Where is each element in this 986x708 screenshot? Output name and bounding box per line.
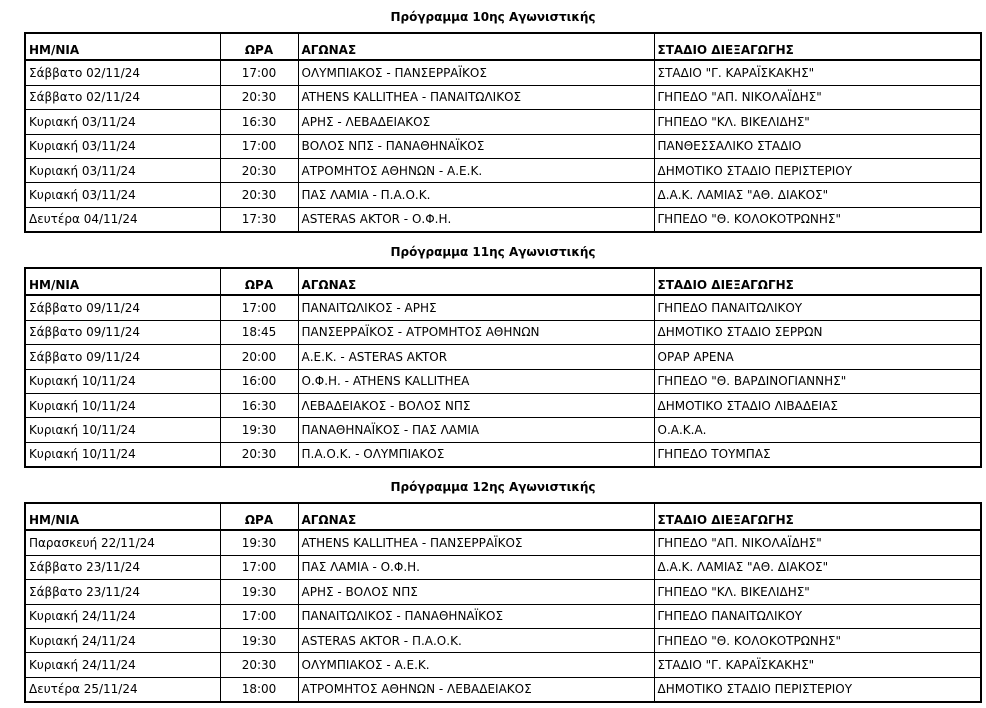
cell-time: 16:00 (220, 369, 298, 393)
column-header-match: ΑΓΩΝΑΣ (298, 503, 654, 530)
cell-time: 17:00 (220, 295, 298, 320)
cell-venue: Δ.Α.Κ. ΛΑΜΙΑΣ "ΑΘ. ΔΙΑΚΟΣ" (654, 183, 981, 207)
cell-match: Ο.Φ.Η. - ATHENS KALLITHEA (298, 369, 654, 393)
cell-match: ΠΑΝΣΕΡΡΑΪΚΟΣ - ΑΤΡΟΜΗΤΟΣ ΑΘΗΝΩΝ (298, 320, 654, 344)
cell-venue: ΓΗΠΕΔΟ "ΚΛ. ΒΙΚΕΛΙΔΗΣ" (654, 580, 981, 604)
cell-date: Κυριακή 24/11/24 (25, 604, 220, 628)
fixtures-table (24, 32, 982, 233)
table-header-row (25, 503, 981, 530)
cell-time: 19:30 (220, 530, 298, 555)
column-header-venue: ΣΤΑΔΙΟ ΔΙΕΞΑΓΩΓΗΣ (654, 33, 981, 60)
fixtures-table (24, 267, 982, 468)
column-header-time: ΩΡΑ (220, 268, 298, 295)
table-row (25, 530, 981, 555)
table-row (25, 418, 981, 442)
cell-match: ΠΑΝΑΙΤΩΛΙΚΟΣ - ΑΡΗΣ (298, 295, 654, 320)
cell-match: ATHENS KALLITHEA - ΠΑΝΑΙΤΩΛΙΚΟΣ (298, 85, 654, 109)
cell-date: Σάββατο 02/11/24 (25, 60, 220, 85)
cell-time: 19:30 (220, 580, 298, 604)
cell-match: ΟΛΥΜΠΙΑΚΟΣ - ΠΑΝΣΕΡΡΑΪΚΟΣ (298, 60, 654, 85)
cell-time: 19:30 (220, 628, 298, 652)
table-row (25, 345, 981, 369)
cell-time: 16:30 (220, 393, 298, 417)
cell-match: ΒΟΛΟΣ ΝΠΣ - ΠΑΝΑΘΗΝΑΪΚΟΣ (298, 134, 654, 158)
cell-date: Σάββατο 23/11/24 (25, 580, 220, 604)
column-header-date: ΗΜ/ΝΙΑ (25, 33, 220, 60)
cell-date: Σάββατο 23/11/24 (25, 555, 220, 579)
cell-date: Δευτέρα 04/11/24 (25, 207, 220, 232)
table-row (25, 555, 981, 579)
table-row (25, 320, 981, 344)
cell-date: Κυριακή 10/11/24 (25, 442, 220, 467)
cell-time: 17:30 (220, 207, 298, 232)
column-header-date: ΗΜ/ΝΙΑ (25, 268, 220, 295)
column-header-match: ΑΓΩΝΑΣ (298, 268, 654, 295)
cell-date: Κυριακή 24/11/24 (25, 628, 220, 652)
cell-venue: ΓΗΠΕΔΟ "ΑΠ. ΝΙΚΟΛΑΪΔΗΣ" (654, 530, 981, 555)
cell-date: Κυριακή 03/11/24 (25, 134, 220, 158)
cell-match: ΑΡΗΣ - ΒΟΛΟΣ ΝΠΣ (298, 580, 654, 604)
cell-date: Κυριακή 03/11/24 (25, 158, 220, 182)
cell-venue: Δ.Α.Κ. ΛΑΜΙΑΣ "ΑΘ. ΔΙΑΚΟΣ" (654, 555, 981, 579)
cell-match: ΠΑΝΑΘΗΝΑΪΚΟΣ - ΠΑΣ ΛΑΜΙΑ (298, 418, 654, 442)
table-header-row (25, 33, 981, 60)
column-header-venue: ΣΤΑΔΙΟ ΔΙΕΞΑΓΩΓΗΣ (654, 503, 981, 530)
cell-date: Κυριακή 10/11/24 (25, 393, 220, 417)
table-row (25, 207, 981, 232)
cell-venue: ΓΗΠΕΔΟ "ΚΛ. ΒΙΚΕΛΙΔΗΣ" (654, 110, 981, 134)
cell-match: ΛΕΒΑΔΕΙΑΚΟΣ - ΒΟΛΟΣ ΝΠΣ (298, 393, 654, 417)
cell-date: Κυριακή 03/11/24 (25, 110, 220, 134)
cell-match: ΑΡΗΣ - ΛΕΒΑΔΕΙΑΚΟΣ (298, 110, 654, 134)
cell-time: 20:30 (220, 183, 298, 207)
cell-match: Π.Α.Ο.Κ. - ΟΛΥΜΠΙΑΚΟΣ (298, 442, 654, 467)
cell-venue: ΣΤΑΔΙΟ "Γ. ΚΑΡΑΪΣΚΑΚΗΣ" (654, 60, 981, 85)
cell-venue: ΓΗΠΕΔΟ ΤΟΥΜΠΑΣ (654, 442, 981, 467)
cell-match: ΠΑΝΑΙΤΩΛΙΚΟΣ - ΠΑΝΑΘΗΝΑΪΚΟΣ (298, 604, 654, 628)
cell-venue: ΓΗΠΕΔΟ ΠΑΝΑΙΤΩΛΙΚΟΥ (654, 604, 981, 628)
cell-match: ΠΑΣ ΛΑΜΙΑ - Ο.Φ.Η. (298, 555, 654, 579)
table-row (25, 580, 981, 604)
cell-venue: ΠΑΝΘΕΣΣΑΛΙΚΟ ΣΤΑΔΙΟ (654, 134, 981, 158)
fixtures-table (24, 502, 982, 703)
cell-date: Σάββατο 09/11/24 (25, 320, 220, 344)
cell-date: Κυριακή 10/11/24 (25, 369, 220, 393)
cell-time: 20:30 (220, 442, 298, 467)
cell-match: ASTERAS AKTOR - Π.Α.Ο.Κ. (298, 628, 654, 652)
cell-venue: ΣΤΑΔΙΟ "Γ. ΚΑΡΑΪΣΚΑΚΗΣ" (654, 653, 981, 677)
cell-match: ASTERAS AKTOR - Ο.Φ.Η. (298, 207, 654, 232)
table-row (25, 653, 981, 677)
cell-venue: ΔΗΜΟΤΙΚΟ ΣΤΑΔΙΟ ΛΙΒΑΔΕΙΑΣ (654, 393, 981, 417)
cell-venue: ΟΡΑΡ ΑΡΕΝΑ (654, 345, 981, 369)
table-row (25, 134, 981, 158)
cell-venue: ΓΗΠΕΔΟ "ΑΠ. ΝΙΚΟΛΑΪΔΗΣ" (654, 85, 981, 109)
cell-match: ΑΤΡΟΜΗΤΟΣ ΑΘΗΝΩΝ - ΛΕΒΑΔΕΙΑΚΟΣ (298, 677, 654, 702)
cell-time: 17:00 (220, 134, 298, 158)
cell-venue: ΔΗΜΟΤΙΚΟ ΣΤΑΔΙΟ ΠΕΡΙΣΤΕΡΙΟΥ (654, 158, 981, 182)
cell-time: 19:30 (220, 418, 298, 442)
table-row (25, 295, 981, 320)
table-row (25, 158, 981, 182)
table-row (25, 183, 981, 207)
cell-time: 20:30 (220, 85, 298, 109)
cell-venue: ΓΗΠΕΔΟ "Θ. ΚΟΛΟΚΟΤΡΩΝΗΣ" (654, 628, 981, 652)
column-header-time: ΩΡΑ (220, 33, 298, 60)
cell-match: ΑΤΡΟΜΗΤΟΣ ΑΘΗΝΩΝ - Α.Ε.Κ. (298, 158, 654, 182)
cell-venue: ΔΗΜΟΤΙΚΟ ΣΤΑΔΙΟ ΠΕΡΙΣΤΕΡΙΟΥ (654, 677, 981, 702)
column-header-time: ΩΡΑ (220, 503, 298, 530)
cell-venue: ΓΗΠΕΔΟ ΠΑΝΑΙΤΩΛΙΚΟΥ (654, 295, 981, 320)
cell-match: ΟΛΥΜΠΙΑΚΟΣ - Α.Ε.Κ. (298, 653, 654, 677)
column-header-match: ΑΓΩΝΑΣ (298, 33, 654, 60)
cell-date: Κυριακή 03/11/24 (25, 183, 220, 207)
cell-match: ATHENS KALLITHEA - ΠΑΝΣΕΡΡΑΪΚΟΣ (298, 530, 654, 555)
round-title: Πρόγραμμα 12ης Αγωνιστικής (390, 480, 596, 494)
table-row (25, 85, 981, 109)
table-row (25, 369, 981, 393)
cell-time: 18:45 (220, 320, 298, 344)
cell-time: 18:00 (220, 677, 298, 702)
cell-date: Σάββατο 02/11/24 (25, 85, 220, 109)
cell-time: 20:00 (220, 345, 298, 369)
cell-date: Κυριακή 24/11/24 (25, 653, 220, 677)
cell-date: Κυριακή 10/11/24 (25, 418, 220, 442)
cell-match: Α.Ε.Κ. - ASTERAS AKTOR (298, 345, 654, 369)
round-title: Πρόγραμμα 11ης Αγωνιστικής (390, 245, 596, 259)
column-header-date: ΗΜ/ΝΙΑ (25, 503, 220, 530)
cell-time: 17:00 (220, 555, 298, 579)
cell-time: 20:30 (220, 158, 298, 182)
cell-time: 17:00 (220, 60, 298, 85)
cell-time: 20:30 (220, 653, 298, 677)
cell-venue: ΓΗΠΕΔΟ "Θ. ΒΑΡΔΙΝΟΓΙΑΝΝΗΣ" (654, 369, 981, 393)
table-header-row (25, 268, 981, 295)
cell-time: 17:00 (220, 604, 298, 628)
table-row (25, 110, 981, 134)
table-row (25, 393, 981, 417)
round-title: Πρόγραμμα 10ης Αγωνιστικής (390, 10, 596, 24)
cell-venue: ΔΗΜΟΤΙΚΟ ΣΤΑΔΙΟ ΣΕΡΡΩΝ (654, 320, 981, 344)
cell-venue: Ο.Α.Κ.Α. (654, 418, 981, 442)
cell-venue: ΓΗΠΕΔΟ "Θ. ΚΟΛΟΚΟΤΡΩΝΗΣ" (654, 207, 981, 232)
cell-date: Παρασκευή 22/11/24 (25, 530, 220, 555)
column-header-venue: ΣΤΑΔΙΟ ΔΙΕΞΑΓΩΓΗΣ (654, 268, 981, 295)
cell-date: Δευτέρα 25/11/24 (25, 677, 220, 702)
cell-date: Σάββατο 09/11/24 (25, 345, 220, 369)
table-row (25, 604, 981, 628)
cell-date: Σάββατο 09/11/24 (25, 295, 220, 320)
cell-time: 16:30 (220, 110, 298, 134)
cell-match: ΠΑΣ ΛΑΜΙΑ - Π.Α.Ο.Κ. (298, 183, 654, 207)
table-row (25, 677, 981, 702)
table-row (25, 628, 981, 652)
table-row (25, 442, 981, 467)
table-row (25, 60, 981, 85)
